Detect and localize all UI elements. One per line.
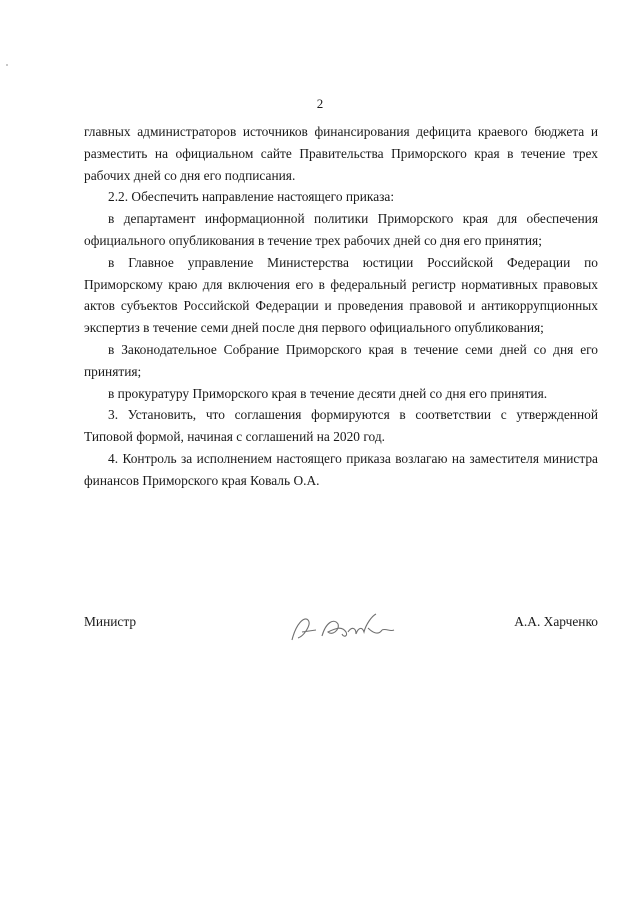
- paragraph-2-2: 2.2. Обеспечить направление настоящего приказа:: [108, 189, 395, 205]
- handwritten-signature: [282, 602, 402, 652]
- paragraph-info-policy: в департамент информационной политики Приморского края для обеспечения официального опубликования в течение трех рабочих дней со дня его принятия;: [84, 211, 598, 248]
- scan-artifact: [6, 64, 8, 66]
- signatory-title: Министр: [84, 614, 137, 629]
- paragraph-legislative-assembly: в Законодательное Собрание Приморского края в течение семи дней со дня его принятия;: [84, 341, 598, 379]
- paragraph-continuation: главных администраторов источников финансирования дефицита краевого бюджета и разместить на официальном сайте Правительства Приморского края в течение трех рабочих дней со дня его подписания.: [84, 124, 598, 183]
- signature-block: [84, 610, 598, 650]
- document-body: [84, 121, 598, 492]
- paragraph-4: 4. Контроль за исполнением настоящего приказа возлагаю на заместителя министра финансов Приморского края Коваль О.А.: [84, 450, 598, 488]
- page-number: 2: [316, 96, 324, 111]
- paragraph-3: 3. Установить, что соглашения формируются в соответствии с утвержденной Типовой формой, начиная с соглашений на 2020 год.: [84, 407, 598, 445]
- paragraph-prosecutor: в прокуратуру Приморского края в течение десяти дней со дня его принятия.: [108, 385, 548, 401]
- paragraph-ministry-justice: в Главное управление Министерства юстиции Российской Федерации по Приморскому краю для включения его в федеральный регистр нормативных правовых актов субъектов Российской Федерации и проведения правовой и антикоррупционных экспертиз в течение семи дней после дня первого официального опубликования;: [84, 254, 598, 336]
- signatory-name: А.А. Харченко: [514, 614, 598, 629]
